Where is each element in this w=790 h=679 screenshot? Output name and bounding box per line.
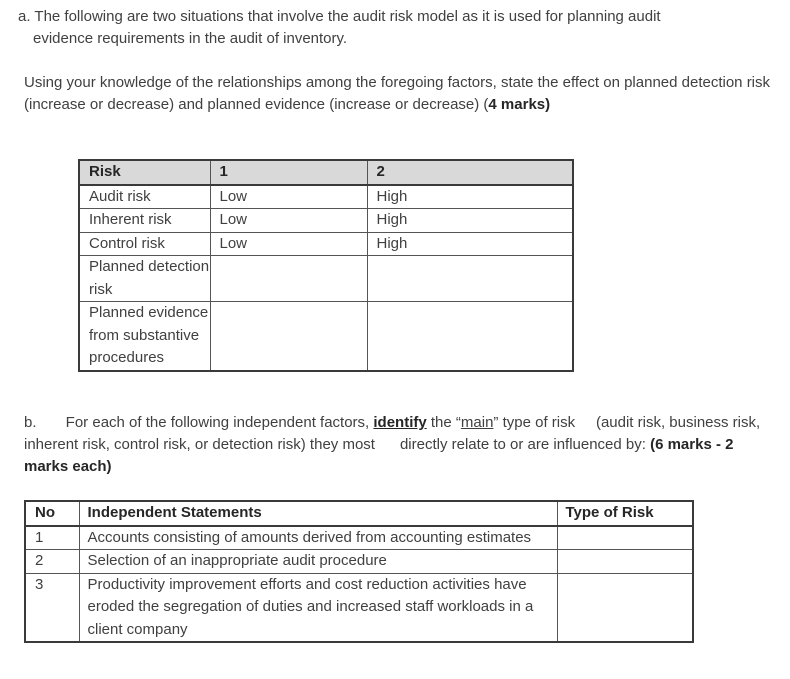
statement-text: Accounts consisting of amounts derived from accounting estimates — [79, 526, 557, 550]
header-type-of-risk: Type of Risk — [557, 501, 693, 526]
question-a-intro — [18, 6, 778, 50]
question-b-text2: ” type of risk (audit risk, business risk, inherent risk, control risk, or detection risk) they most directly relate to or are influenced by: — [24, 414, 761, 453]
table-row — [79, 256, 573, 302]
question-a-line1: a. The following are two situations that involve the audit risk model as it is used for planning audit — [18, 8, 661, 25]
question-b-prefix: b. For each of the following independent factors, — [24, 414, 374, 431]
question-b-text1: the “ — [426, 414, 461, 431]
question-a-instruction — [24, 72, 774, 116]
header-situation-2: 2 — [367, 160, 573, 185]
situation-2-value: High — [367, 232, 573, 256]
table-row — [25, 573, 693, 642]
risk-type-answer-cell — [557, 550, 693, 574]
risk-type-answer-cell — [557, 573, 693, 642]
risk-label: Planned evidence from substantive procedures — [79, 302, 210, 371]
table-row — [79, 302, 573, 371]
situation-1-answer-cell — [210, 302, 367, 371]
table-row — [79, 185, 573, 209]
header-no: No — [25, 501, 79, 526]
question-b-marks: (6 marks - 2 marks each) — [24, 436, 734, 475]
question-a-line2: evidence requirements in the audit of inventory. — [33, 30, 348, 47]
header-statements: Independent Statements — [79, 501, 557, 526]
situation-1-value: Low — [210, 232, 367, 256]
instruction-text: Using your knowledge of the relationships among the foregoing factors, state the effect on planned detection risk (increase or decrease) and planned evidence (increase or decrease) ( — [24, 74, 771, 113]
risk-table — [78, 159, 574, 372]
main-keyword: main — [460, 414, 494, 431]
situation-2-answer-cell — [367, 302, 573, 371]
statement-number: 2 — [25, 550, 79, 574]
situation-1-value: Low — [210, 185, 367, 209]
statement-number: 1 — [25, 526, 79, 550]
statement-number: 3 — [25, 573, 79, 642]
statements-table — [24, 500, 694, 643]
situation-1-value: Low — [210, 209, 367, 233]
risk-table-header — [79, 160, 573, 185]
identify-keyword: identify — [373, 414, 427, 431]
table-row — [79, 232, 573, 256]
risk-label: Inherent risk — [79, 209, 210, 233]
risk-type-answer-cell — [557, 526, 693, 550]
situation-2-answer-cell — [367, 256, 573, 302]
situation-2-value: High — [367, 209, 573, 233]
statement-text: Productivity improvement efforts and cost reduction activities have eroded the segregation of duties and increased staff workloads in a client company — [79, 573, 557, 642]
statements-table-header — [25, 501, 693, 526]
table-row — [79, 209, 573, 233]
table-row — [25, 526, 693, 550]
instruction-marks: 4 marks) — [488, 96, 551, 113]
header-risk: Risk — [79, 160, 210, 185]
situation-2-value: High — [367, 185, 573, 209]
statement-text: Selection of an inappropriate audit procedure — [79, 550, 557, 574]
risk-label: Audit risk — [79, 185, 210, 209]
situation-1-answer-cell — [210, 256, 367, 302]
header-situation-1: 1 — [210, 160, 367, 185]
question-b-instruction — [24, 412, 774, 478]
table-row — [25, 550, 693, 574]
risk-label: Control risk — [79, 232, 210, 256]
risk-label: Planned detection risk — [79, 256, 210, 302]
